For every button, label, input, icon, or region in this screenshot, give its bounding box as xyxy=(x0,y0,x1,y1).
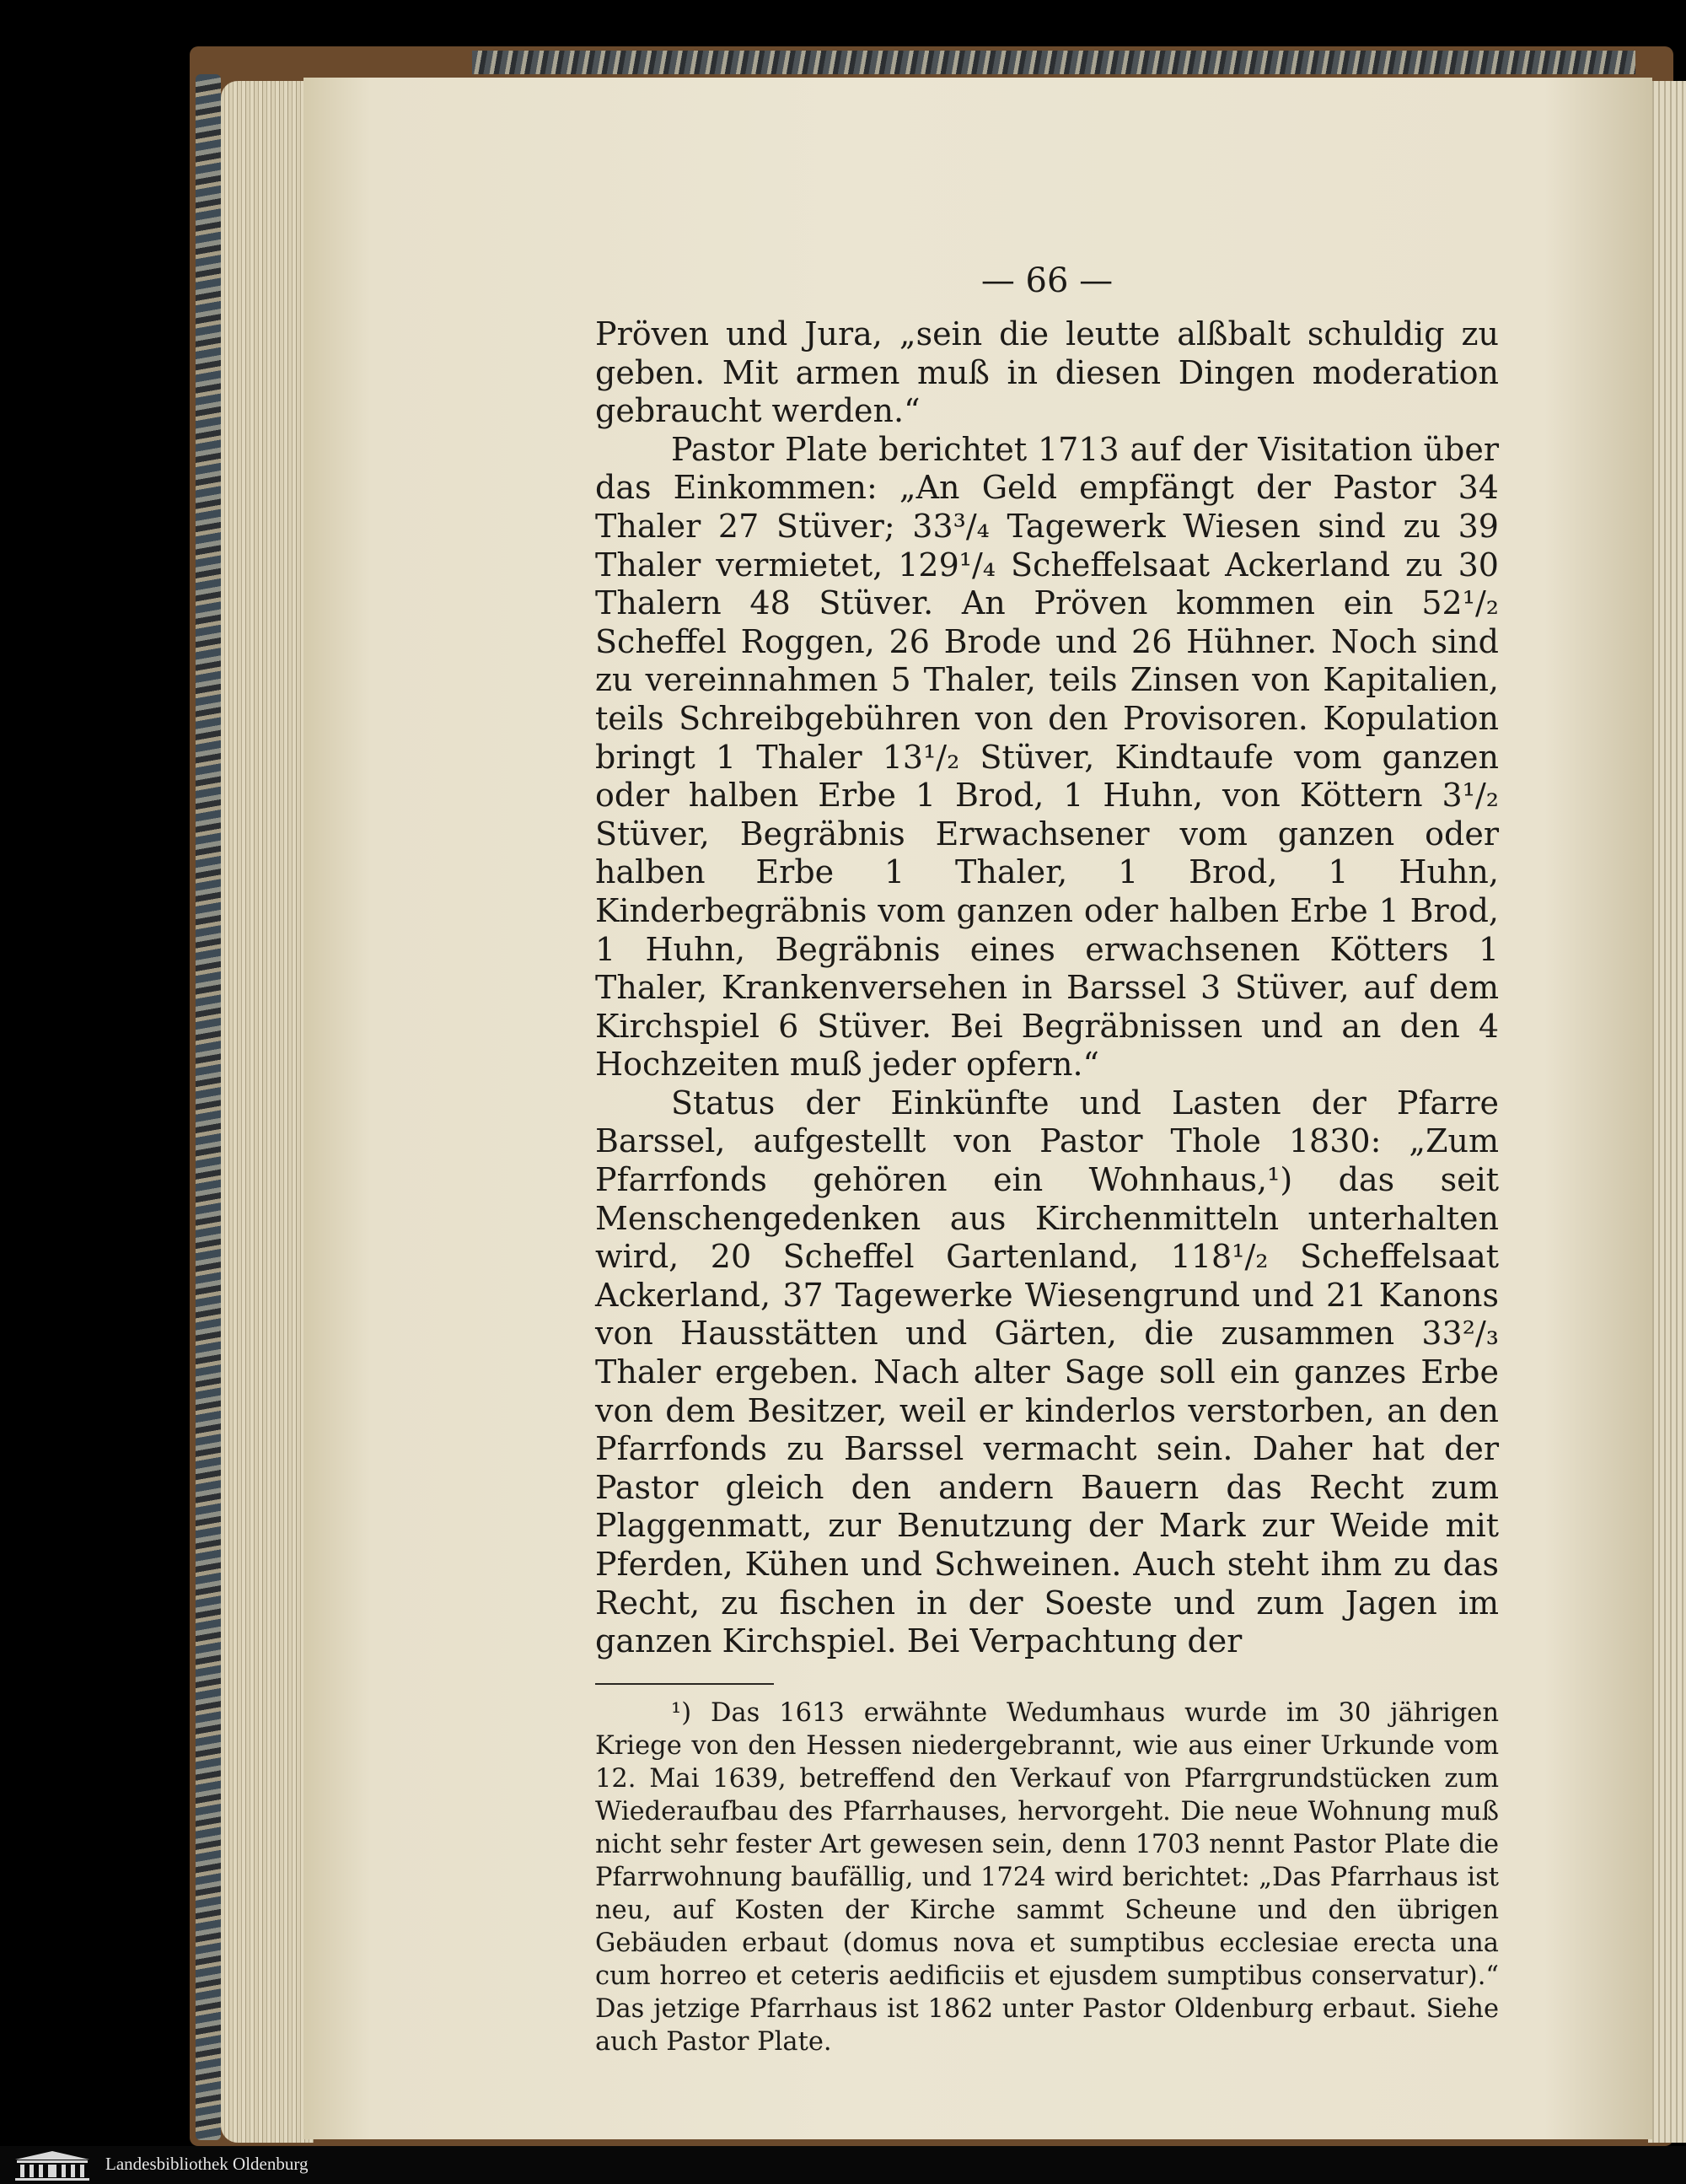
library-building-icon xyxy=(12,2149,93,2181)
cover-marbled-edge xyxy=(196,74,221,2140)
library-name: Landesbibliothek Oldenburg xyxy=(105,2154,309,2174)
cover-marbled-top xyxy=(472,51,1635,74)
library-footer-bar xyxy=(0,2146,1686,2184)
footnote-divider xyxy=(595,1683,774,1685)
page-content xyxy=(595,261,1499,2058)
paragraph-plate-report: Pastor Plate berichtet 1713 auf der Visitation über das Einkommen: „An Geld empfängt der Pastor 34 Thaler 27 Stüver; 33³/₄ Tagewerk Wiesen sind zu 39 Thaler vermietet, 129¹/₄ Scheffelsaat Ackerland zu 30 Thalern 48 Stüver. An Pröven kommen ein 52¹/₂ Scheffel Roggen, 26 Brode und 26 Hühner. Noch sind zu vereinnahmen 5 Thaler, teils Zinsen von Kapitalien, teils Schreibgebühren von den Provisoren. Kopulation bringt 1 Thaler 13¹/₂ Stüver, Kindtaufe vom ganzen oder halben Erbe 1 Brod, 1 Huhn, von Köttern 3¹/₂ Stüver, Begräbnis Erwachsener vom ganzen oder halben Erbe 1 Thaler, 1 Brod, 1 Huhn, Kinderbegräbnis vom ganzen oder halben Erbe 1 Brod, 1 Huhn, Begräbnis eines erwachsenen Kötters 1 Thaler, Krankenversehen in Barssel 3 Stüver, auf dem Kirchspiel 6 Stüver. Bei Begräbnissen und an den 4 Hochzeiten muß jeder opfern.“ xyxy=(595,430,1499,1084)
page-block-edge xyxy=(221,81,314,2143)
paragraph-continuation: Pröven und Jura, „sein die leutte alßbalt schuldig zu geben. Mit armen muß in diesen Dingen moderation gebraucht werden.“ xyxy=(595,315,1499,430)
next-page-edge xyxy=(1648,81,1686,2143)
footnote: ¹) Das 1613 erwähnte Wedumhaus wurde im 30 jährigen Kriege von den Hessen niedergebrannt, wie aus einer Urkunde vom 12. Mai 1639, betreffend den Verkauf von Pfarrgrundstücken zum Wiederaufbau des Pfarrhauses, hervorgeht. Die neue Wohnung muß nicht sehr fester Art gewesen sein, denn 1703 nennt Pastor Plate die Pfarrwohnung baufällig, und 1724 wird berichtet: „Das Pfarrhaus ist neu, auf Kosten der Kirche sammt Scheune und den übrigen Gebäuden erbaut (domus nova et sumptibus ecclesiae erecta una cum horreo et ceteris aedificiis et ejusdem sumptibus conservatur).“ Das jetzige Pfarrhaus ist 1862 unter Pastor Oldenburg erbaut. Siehe auch Pastor Plate. xyxy=(595,1697,1499,2057)
paragraph-thole-status: Status der Einkünfte und Lasten der Pfarre Barssel, aufgestellt von Pastor Thole 1830: „Zum Pfarrfonds gehören ein Wohnhaus,¹) das seit Menschengedenken aus Kirchenmitteln unterhalten wird, 20 Scheffel Gartenland, 118¹/₂ Scheffelsaat Ackerland, 37 Tagewerke Wiesengrund und 21 Kanons von Hausstätten und Gärten, die zusammen 33²/₃ Thaler ergeben. Nach alter Sage soll ein ganzes Erbe von dem Besitzer, weil er kinderlos verstorben, an den Pfarrfonds zu Barssel vermacht sein. Daher hat der Pastor gleich den andern Bauern das Recht zum Plaggenmatt, zur Benutzung der Mark zur Weide mit Pferden, Kühen und Schweinen. Auch steht ihm zu das Recht, zu fischen in der Soeste und zum Jagen im ganzen Kirchspiel. Bei Verpachtung der xyxy=(595,1084,1499,1660)
page-number: — 66 — xyxy=(980,261,1114,300)
